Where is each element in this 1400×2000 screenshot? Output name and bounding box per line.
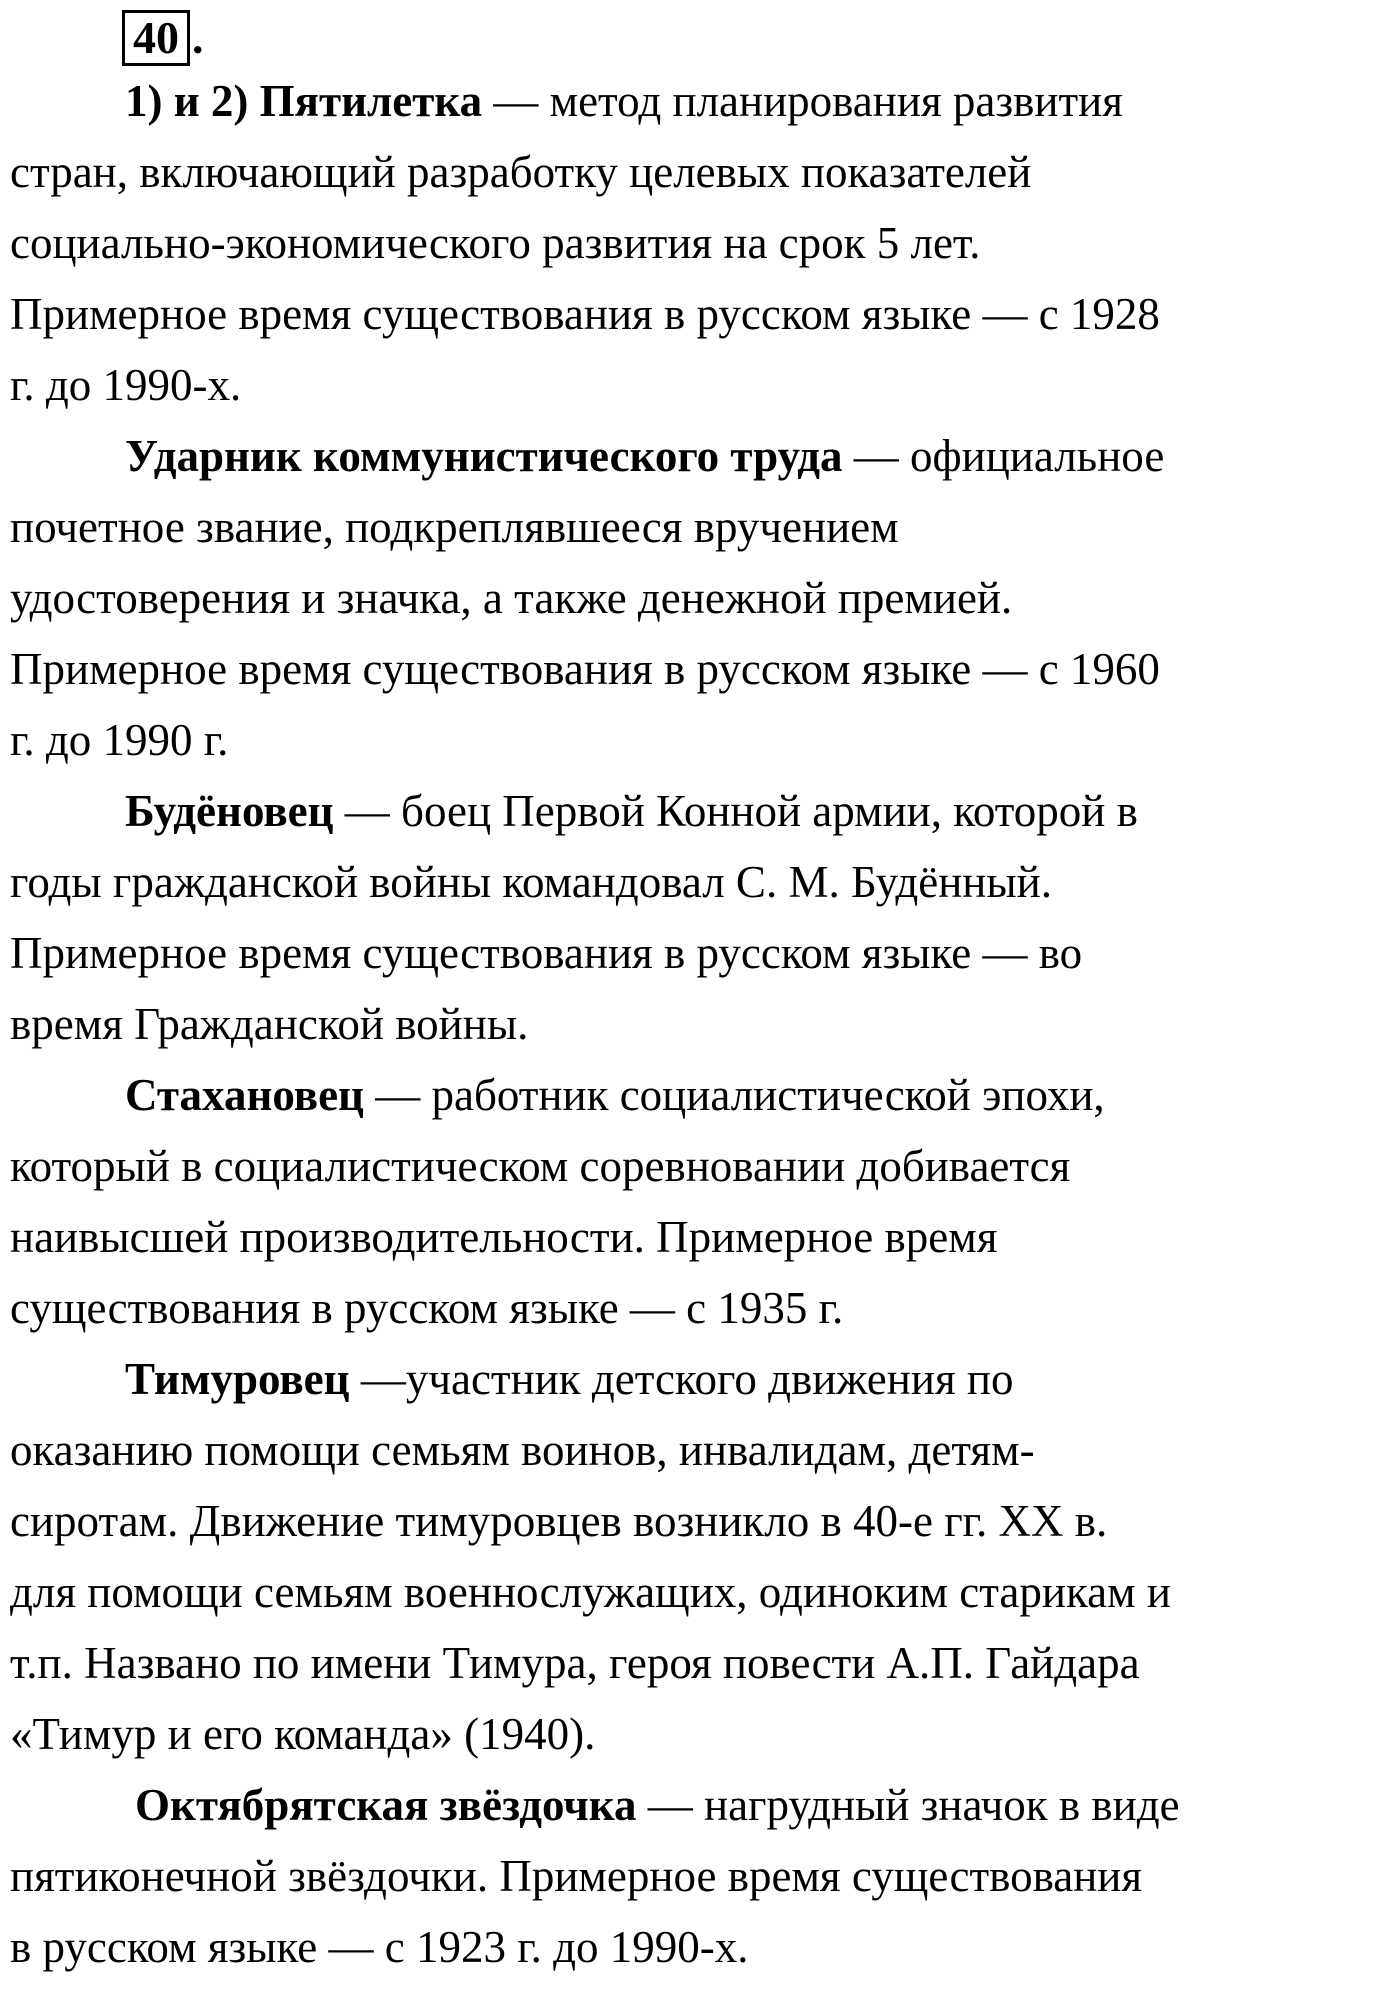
- definition-text: — боец Первой Конной армии, которой в: [333, 786, 1138, 836]
- entry-line: стран, включающий разработку целевых показателей: [10, 147, 1032, 197]
- entry-line: [10, 1770, 1390, 1841]
- definition-text: —участник детского движения по: [349, 1354, 1014, 1404]
- entry-line: [10, 1344, 1390, 1415]
- entry-line: Примерное время существования в русском языке — с 1928: [10, 289, 1160, 339]
- term: Октябрятская звёздочка: [135, 1780, 637, 1830]
- entry-line: Примерное время существования в русском языке — с 1960: [10, 644, 1160, 694]
- entry-line: почетное звание, подкреплявшееся вручением: [10, 502, 899, 552]
- term: Тимуровец: [125, 1354, 350, 1404]
- entry-line: сиротам. Движение тимуровцев возникло в 40-е гг. XX в.: [10, 1496, 1108, 1546]
- entry-line: время Гражданской войны.: [10, 999, 529, 1049]
- entry-line: социально-экономического развития на срок 5 лет.: [10, 218, 981, 268]
- entry-line: «Тимур и его команда» (1940).: [10, 1709, 596, 1759]
- definition-text: — метод планирования развития: [482, 76, 1123, 126]
- entry-line: пятиконечной звёздочки. Примерное время существования: [10, 1851, 1143, 1901]
- term: Ударник коммунистического труда: [125, 431, 843, 481]
- entry-stakhanovets: [10, 1060, 1390, 1344]
- definition-text: — работник социалистической эпохи,: [363, 1070, 1105, 1120]
- entry-line: годы гражданской войны командовал С. М. Будённый.: [10, 857, 1052, 907]
- entry-line: [10, 776, 1390, 847]
- entry-line: оказанию помощи семьям воинов, инвалидам, детям-: [10, 1425, 1035, 1475]
- entry-line: [10, 1060, 1390, 1131]
- task-number-dot: .: [192, 12, 204, 63]
- entry-line: который в социалистическом соревновании добивается: [10, 1141, 1071, 1191]
- entry-oktyabryatskaya-zvezdochka: [10, 1770, 1390, 1983]
- entry-line: г. до 1990 г.: [10, 715, 229, 765]
- entry-line: [10, 421, 1390, 492]
- entry-line: существования в русском языке — с 1935 г.: [10, 1283, 844, 1333]
- definition-text: — нагрудный значок в виде: [636, 1780, 1180, 1830]
- term: Будёновец: [125, 786, 334, 836]
- entry-line: наивысшей производительности. Примерное время: [10, 1212, 998, 1262]
- entry-timurovets: [10, 1344, 1390, 1770]
- entry-budenovets: [10, 776, 1390, 1060]
- document-page: [10, 10, 1390, 1983]
- entry-line: г. до 1990-х.: [10, 360, 242, 410]
- entry-line: удостоверения и значка, а также денежной премией.: [10, 573, 1013, 623]
- term: Стахановец: [125, 1070, 364, 1120]
- task-header: [10, 10, 1390, 66]
- entry-line: т.п. Названо по имени Тимура, героя повести А.П. Гайдара: [10, 1638, 1140, 1688]
- entry-pyatiletka: [10, 66, 1390, 421]
- entry-line: для помощи семьям военнослужащих, одиноким старикам и: [10, 1567, 1171, 1617]
- task-number-box: 40: [122, 10, 190, 66]
- definition-text: — официальное: [842, 431, 1165, 481]
- term: 1) и 2) Пятилетка: [125, 76, 483, 126]
- entry-udarnik: [10, 421, 1390, 776]
- entry-line: [10, 66, 1390, 137]
- entry-line: в русском языке — с 1923 г. до 1990-х.: [10, 1922, 749, 1972]
- entry-line: Примерное время существования в русском языке — во: [10, 928, 1083, 978]
